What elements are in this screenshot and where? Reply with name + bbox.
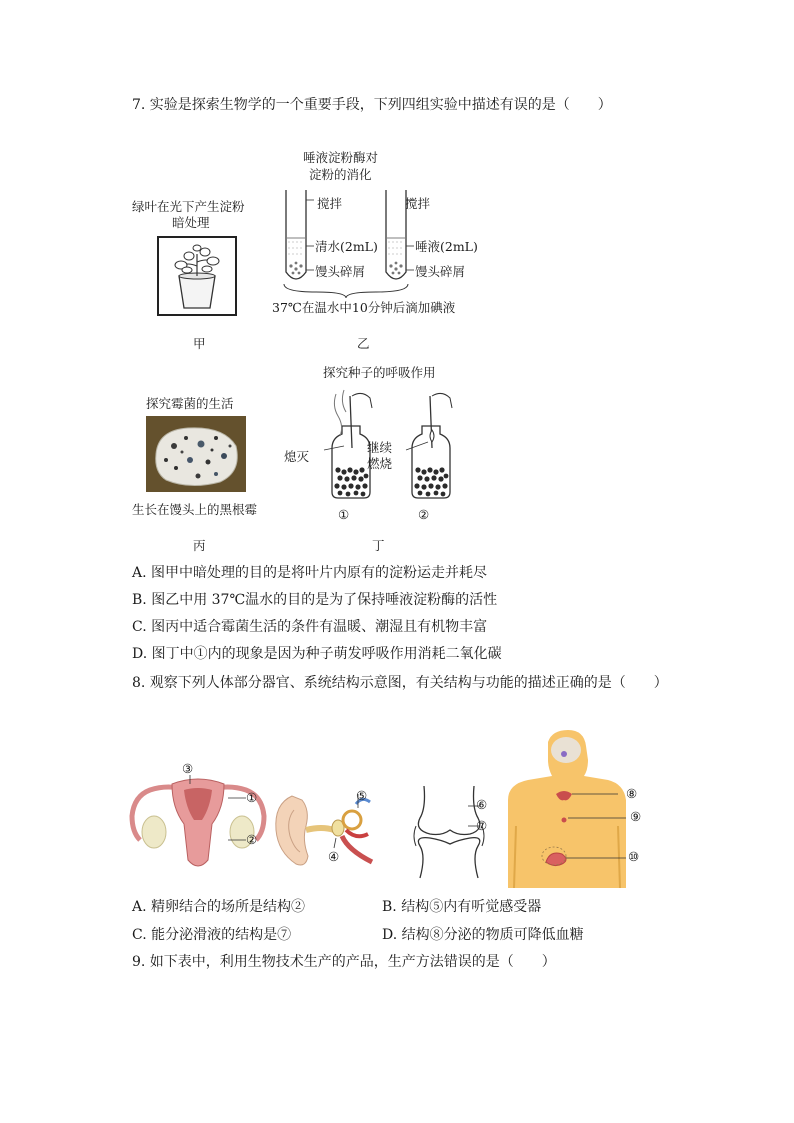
question-9-stem: 9. 如下表中，利用生物技术生产的产品，生产方法错误的是（ ） bbox=[132, 954, 556, 970]
label-8: ⑧ bbox=[626, 786, 638, 801]
q8-option-d: D. 结构⑧分泌的物质可降低血糖 bbox=[382, 927, 584, 943]
fig-c-caption: 丙 bbox=[193, 538, 206, 553]
fig-a-title-line2: 暗处理 bbox=[172, 215, 210, 230]
fig-c-title: 探究霉菌的生活 bbox=[146, 396, 234, 411]
label-6: ⑥ bbox=[476, 797, 488, 812]
label-1: ① bbox=[246, 790, 258, 805]
fig-b-caption: 乙 bbox=[357, 336, 370, 351]
fig-d-continue-line2: 燃烧 bbox=[367, 456, 393, 471]
fig-d-title: 探究种子的呼吸作用 bbox=[323, 365, 436, 380]
q7-option-c: C. 图丙中适合霉菌生活的条件有温暖、潮湿且有机物丰富 bbox=[132, 619, 488, 635]
label-3: ③ bbox=[182, 761, 194, 776]
label-2: ② bbox=[246, 832, 258, 847]
q7-option-d: D. 图丁中①内的现象是因为种子萌发呼吸作用消耗二氧化碳 bbox=[132, 646, 502, 662]
fig-b-bottom-note: 37℃在温水中10分钟后滴加碘液 bbox=[272, 300, 456, 315]
fig-b-crumbs-left: 馒头碎屑 bbox=[315, 264, 366, 279]
fig-b-stir-right: 搅拌 bbox=[405, 196, 431, 211]
fig-a-title-line1: 绿叶在光下产生淀粉 bbox=[132, 199, 245, 214]
fig-d-bottle-1-label: ① bbox=[338, 507, 350, 522]
q7-option-b: B. 图乙中用 37℃温水的目的是为了保持唾液淀粉酶的活性 bbox=[132, 592, 498, 608]
label-9: ⑨ bbox=[630, 809, 642, 824]
fig-a-caption: 甲 bbox=[193, 336, 206, 351]
fig-d-extinguish-label: 熄灭 bbox=[284, 449, 310, 464]
fig-d-bottle-2-label: ② bbox=[418, 507, 430, 522]
fig-b-crumbs-right: 馒头碎屑 bbox=[415, 264, 466, 279]
fig-b-stir-left: 搅拌 bbox=[317, 196, 343, 211]
fig-b-water-label: 清水(2mL) bbox=[315, 239, 378, 254]
q7-option-a: A. 图甲中暗处理的目的是将叶片内原有的淀粉运走并耗尽 bbox=[132, 565, 488, 581]
label-7: ⑦ bbox=[476, 818, 488, 833]
question-8-stem: 8. 观察下列人体部分器官、系统结构示意图，有关结构与功能的描述正确的是（ ） bbox=[132, 675, 668, 691]
fig-b-title-line2: 淀粉的消化 bbox=[309, 167, 372, 182]
q8-option-c: C. 能分泌滑液的结构是⑦ bbox=[132, 927, 292, 943]
q8-option-a: A. 精卵结合的场所是结构② bbox=[132, 899, 306, 915]
label-5: ⑤ bbox=[356, 788, 368, 803]
label-4: ④ bbox=[328, 849, 340, 864]
fig-d-continue-line1: 继续 bbox=[367, 440, 393, 455]
question-7-stem: 7. 实验是探索生物学的一个重要手段，下列四组实验中描述有误的是（ ） bbox=[132, 97, 612, 113]
q8-option-b: B. 结构⑤内有听觉感受器 bbox=[382, 899, 542, 915]
mold-bread-photo bbox=[146, 416, 246, 492]
potted-plant-figure bbox=[157, 236, 237, 316]
label-10: ⑩ bbox=[628, 849, 640, 864]
fig-d-caption: 丁 bbox=[372, 538, 385, 553]
fig-c-bottom-note: 生长在馒头上的黑根霉 bbox=[132, 502, 258, 517]
reproductive-system-figure bbox=[128, 760, 268, 876]
fig-b-saliva-label: 唾液(2mL) bbox=[415, 239, 478, 254]
endocrine-system-figure bbox=[508, 730, 628, 888]
fig-b-title-line1: 唾液淀粉酶对 bbox=[303, 150, 379, 165]
